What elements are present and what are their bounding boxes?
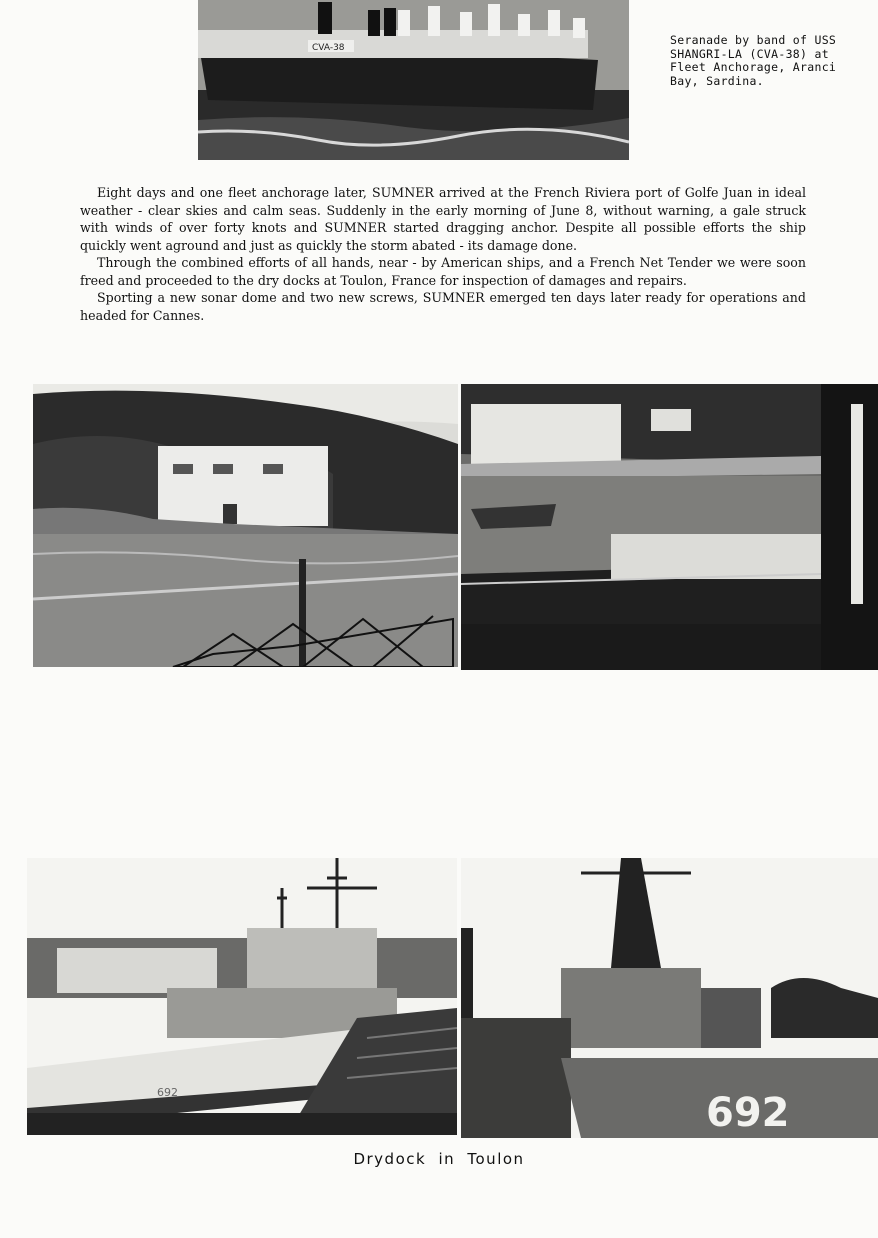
drydock-stern-photo: [27, 858, 457, 1135]
paragraph: Sporting a new sonar dome and two new screws, SUMNER emerged ten days later ready for operations and headed for Cannes.: [80, 290, 806, 323]
caption-line: Fleet Anchorage, Aranci: [670, 60, 837, 74]
launch-boat-photo: [461, 384, 878, 670]
drydock-bow-photo: [461, 858, 878, 1138]
caption-line: SHANGRI-LA (CVA-38) at: [670, 46, 829, 61]
caption-line: Seranade by band of USS: [670, 33, 837, 47]
bottom-photo-caption: Drydock in Toulon: [353, 1150, 525, 1168]
hull-number-left: 692: [157, 1086, 178, 1099]
riviera-coast-photo: [33, 384, 458, 667]
hull-number-right: 692: [706, 1090, 790, 1136]
paragraph: Through the combined efforts of all hands, near - by American ships, and a French Net Tender we were soon freed and proceeded to the dry docks at Toulon, France for inspection of damages and repairs.: [80, 255, 806, 288]
band-boat-hull-label: CVA-38: [312, 43, 345, 53]
band-boat-photo: [198, 0, 629, 160]
caption-line: Bay, Sardina.: [670, 73, 764, 88]
paragraph: Eight days and one fleet anchorage later, SUMNER arrived at the French Riviera port of Golfe Juan in ideal weather - clear skies and calm seas. Suddenly in the early morning of June 8, without warning, a gale struck with winds of over forty knots and SUMNER started dragging anchor. Despite all possible efforts the ship quickly went aground and just as quickly the storm abated - its damage done.: [80, 185, 806, 253]
narrative-text: [80, 184, 806, 324]
band-photo-caption: [670, 34, 870, 88]
